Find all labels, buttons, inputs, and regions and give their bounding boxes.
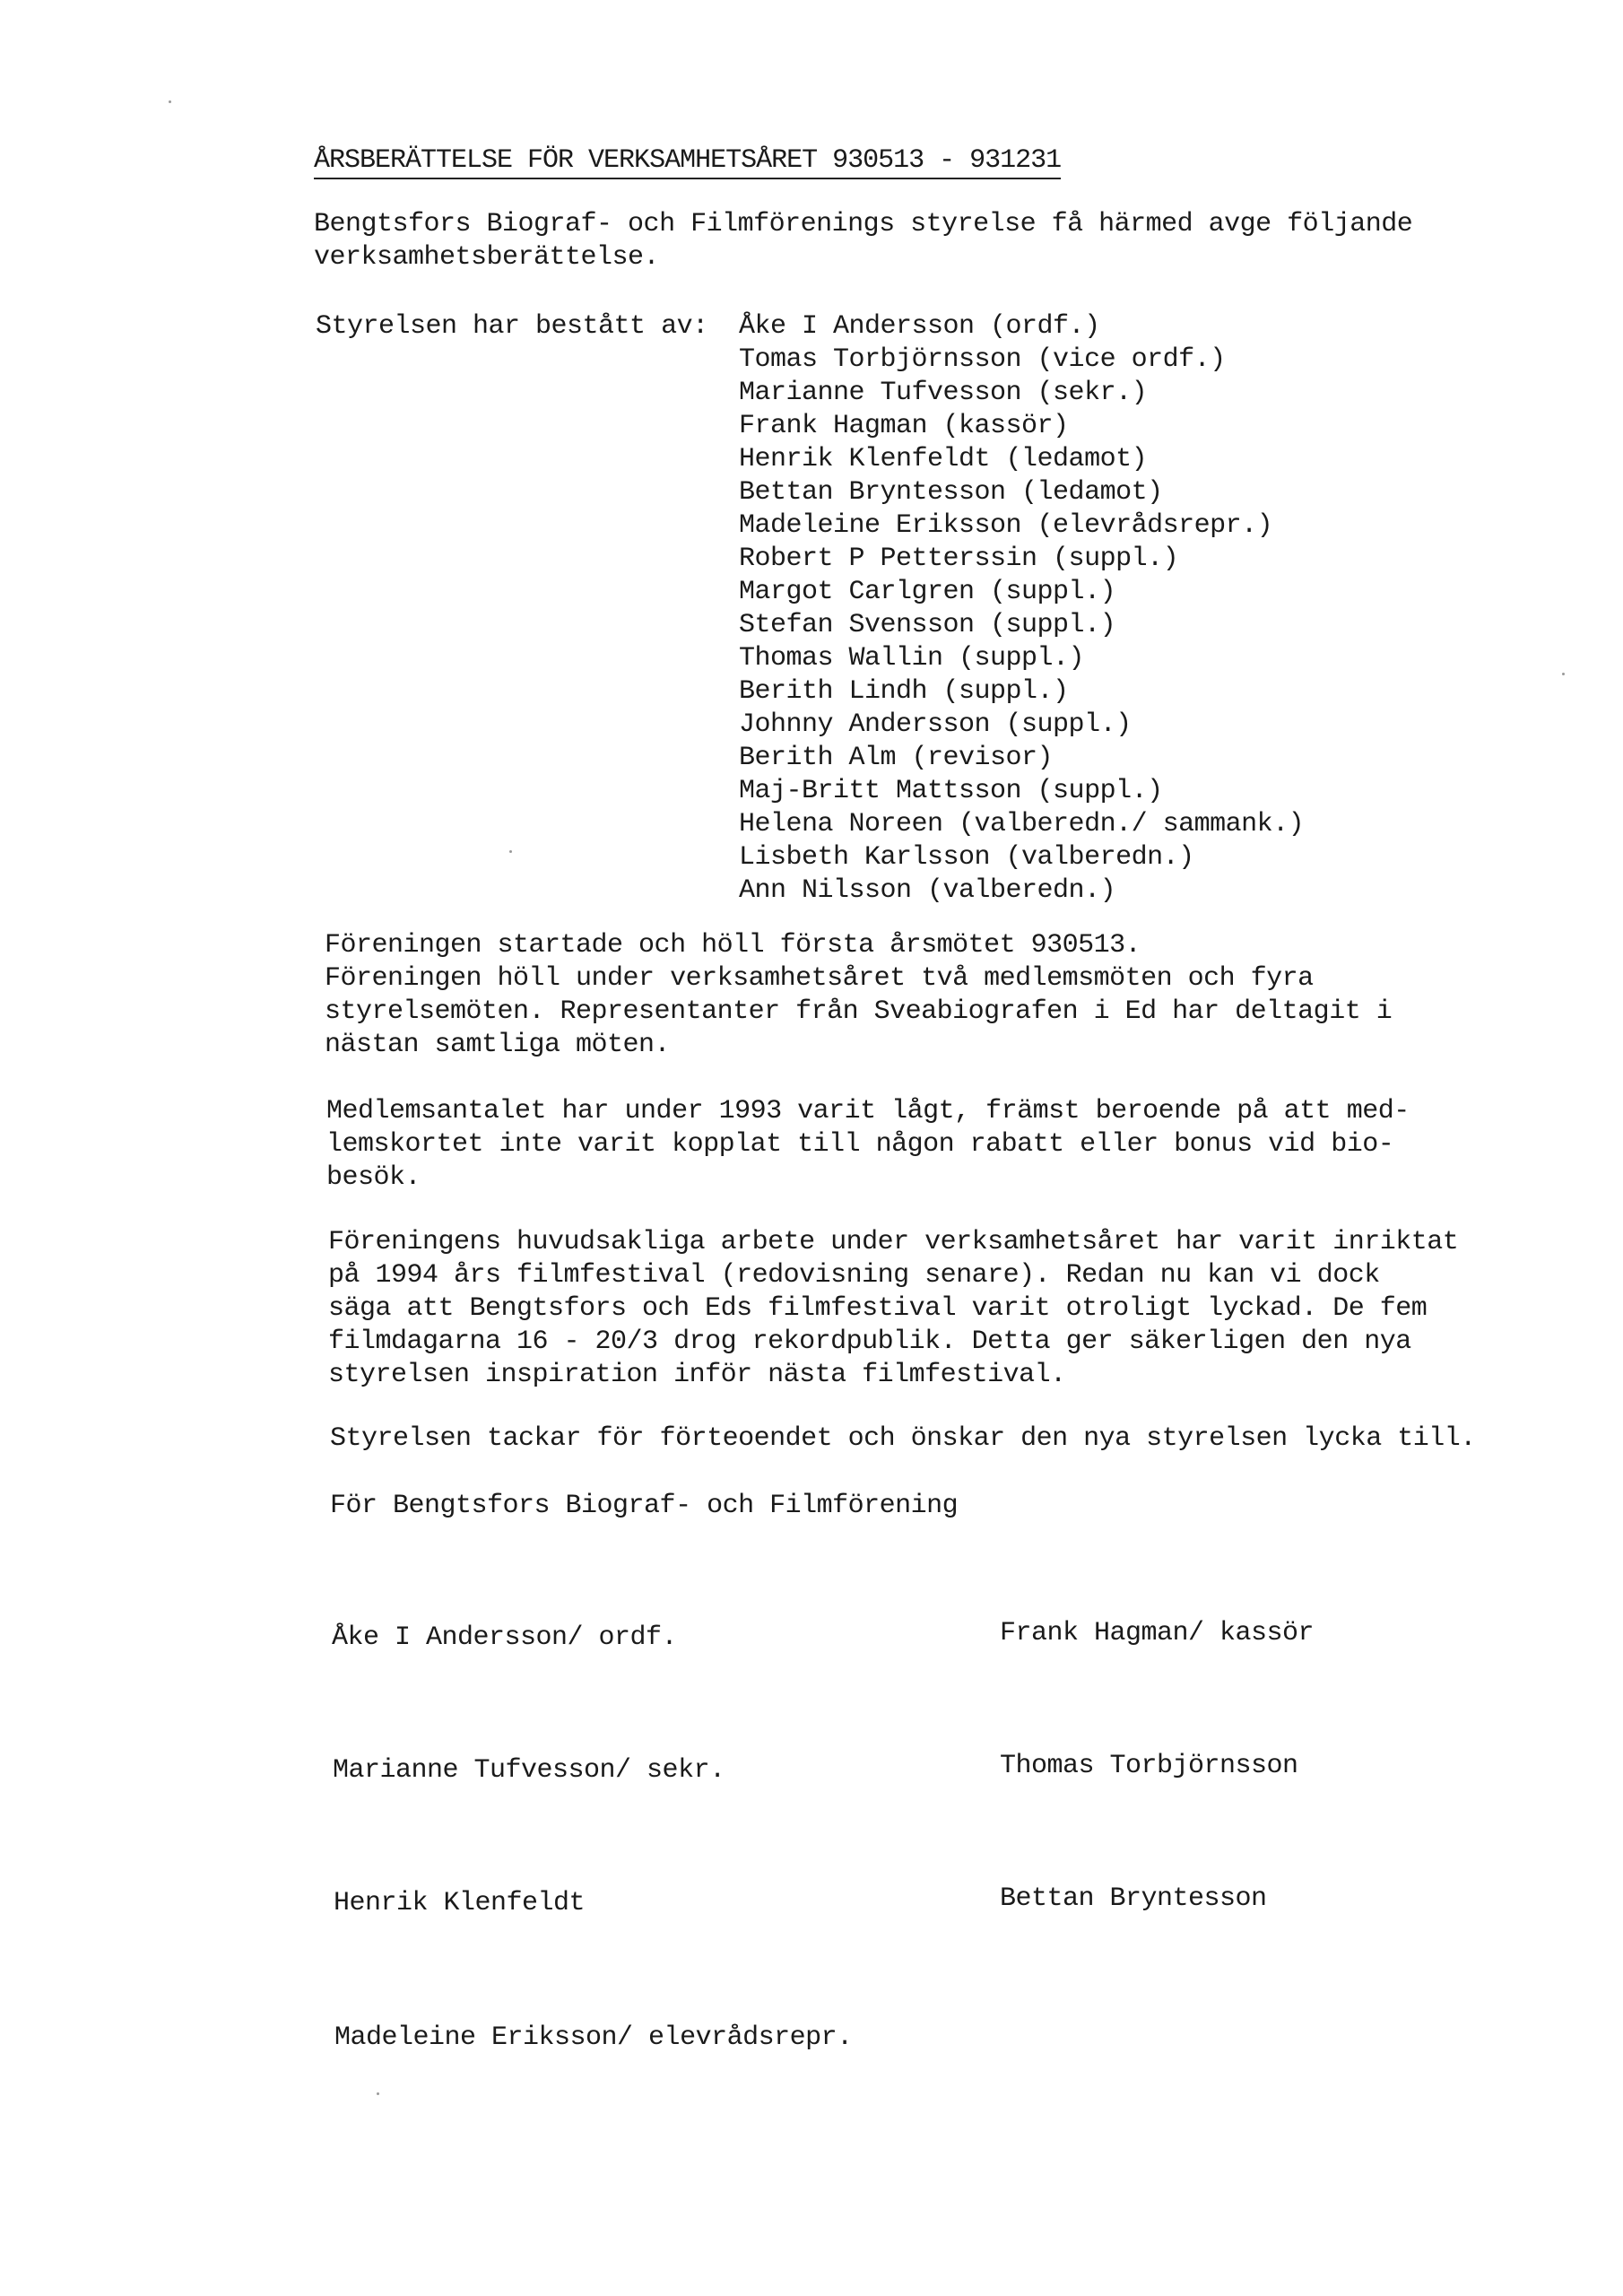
text-line: styrelsemöten. Representanter från Sveabiografen i Ed har deltagit i	[325, 996, 1393, 1027]
paragraph-meetings	[325, 929, 1392, 1062]
text-line: Berith Alm (revisor)	[739, 743, 1054, 773]
text-line: Bettan Bryntesson (ledamot)	[739, 477, 1163, 508]
text-line: Ann Nilsson (valberedn.)	[739, 875, 1116, 906]
signature-name: Thomas Torbjörnsson	[1000, 1751, 1298, 1781]
text-line: Robert P Petterssin (suppl.)	[739, 544, 1179, 574]
text-line: verksamhetsberättelse.	[314, 242, 660, 273]
text-line: Helena Noreen (valberedn./ sammank.)	[739, 809, 1305, 839]
scan-speck	[509, 850, 512, 853]
paragraph-thanks	[330, 1422, 1476, 1456]
text-line: Bengtsfors Biograf- och Filmförenings styrelse få härmed avge följande	[314, 209, 1413, 239]
text-line: Föreningens huvudsakliga arbete under verksamhetsåret har varit inriktat	[328, 1227, 1459, 1257]
text-line: Medlemsantalet har under 1993 varit lågt, främst beroende på att med-	[326, 1096, 1410, 1126]
text-line: Thomas Wallin (suppl.)	[739, 643, 1085, 674]
text-line: filmdagarna 16 - 20/3 drog rekordpublik. Detta ger säkerligen den nya	[328, 1326, 1411, 1357]
text-line: Lisbeth Karlsson (valberedn.)	[739, 842, 1194, 873]
text-line: Frank Hagman (kassör)	[739, 411, 1069, 441]
text-line: Styrelsen tackar för förteoendet och önskar den nya styrelsen lycka till.	[330, 1423, 1476, 1454]
text-line: Föreningen höll under verksamhetsåret två medlemsmöten och fyra	[325, 963, 1314, 994]
signature-name: Åke I Andersson/ ordf.	[332, 1622, 678, 1653]
text-line: Stefan Svensson (suppl.)	[739, 610, 1116, 640]
paragraph-festival	[328, 1226, 1458, 1392]
text-line: Johnny Andersson (suppl.)	[739, 709, 1132, 740]
text-line: nästan samtliga möten.	[325, 1030, 671, 1060]
text-line: Marianne Tufvesson (sekr.)	[739, 378, 1148, 408]
text-line: lemskortet inte varit kopplat till någon rabatt eller bonus vid bio-	[326, 1129, 1394, 1160]
scan-speck	[169, 100, 171, 103]
signature-name: Frank Hagman/ kassör	[1000, 1618, 1315, 1648]
text-line: Henrik Klenfeldt (ledamot)	[739, 444, 1148, 474]
text-line: Maj-Britt Mattsson (suppl.)	[739, 776, 1163, 806]
text-line: på 1994 års filmfestival (redovisning senare). Redan nu kan vi dock	[328, 1260, 1380, 1291]
board-label: Styrelsen har bestått av:	[316, 311, 708, 342]
text-line: Madeleine Eriksson (elevrådsrepr.)	[739, 510, 1273, 541]
paragraph-membership	[326, 1095, 1410, 1195]
scan-speck	[377, 2092, 379, 2095]
text-line: säga att Bengtsfors och Eds filmfestival varit otroligt lyckad. De fem	[328, 1293, 1428, 1324]
paragraph-closing	[330, 1490, 958, 1523]
text-line: Föreningen startade och höll första årsmötet 930513.	[325, 930, 1141, 961]
signature-name: Henrik Klenfeldt	[334, 1888, 586, 1918]
scan-speck	[1562, 673, 1565, 675]
text-line: styrelsen inspiration inför nästa filmfestival.	[328, 1360, 1066, 1390]
signature-name: Marianne Tufvesson/ sekr.	[333, 1755, 725, 1786]
text-line: Tomas Torbjörnsson (vice ordf.)	[739, 344, 1226, 375]
text-line: besök.	[326, 1162, 421, 1193]
board-member-list	[739, 310, 1304, 908]
text-line: Åke I Andersson (ordf.)	[739, 311, 1100, 342]
text-line: Margot Carlgren (suppl.)	[739, 577, 1116, 607]
intro-paragraph	[314, 208, 1412, 274]
text-line: Berith Lindh (suppl.)	[739, 676, 1069, 707]
document-heading: ÅRSBERÄTTELSE FÖR VERKSAMHETSÅRET 930513 - 931231	[314, 145, 1061, 179]
signature-name: Bettan Bryntesson	[1000, 1883, 1267, 1914]
text-line: För Bengtsfors Biograf- och Filmförening	[330, 1491, 959, 1521]
signature-name: Madeleine Eriksson/ elevrådsrepr.	[334, 2022, 853, 2053]
